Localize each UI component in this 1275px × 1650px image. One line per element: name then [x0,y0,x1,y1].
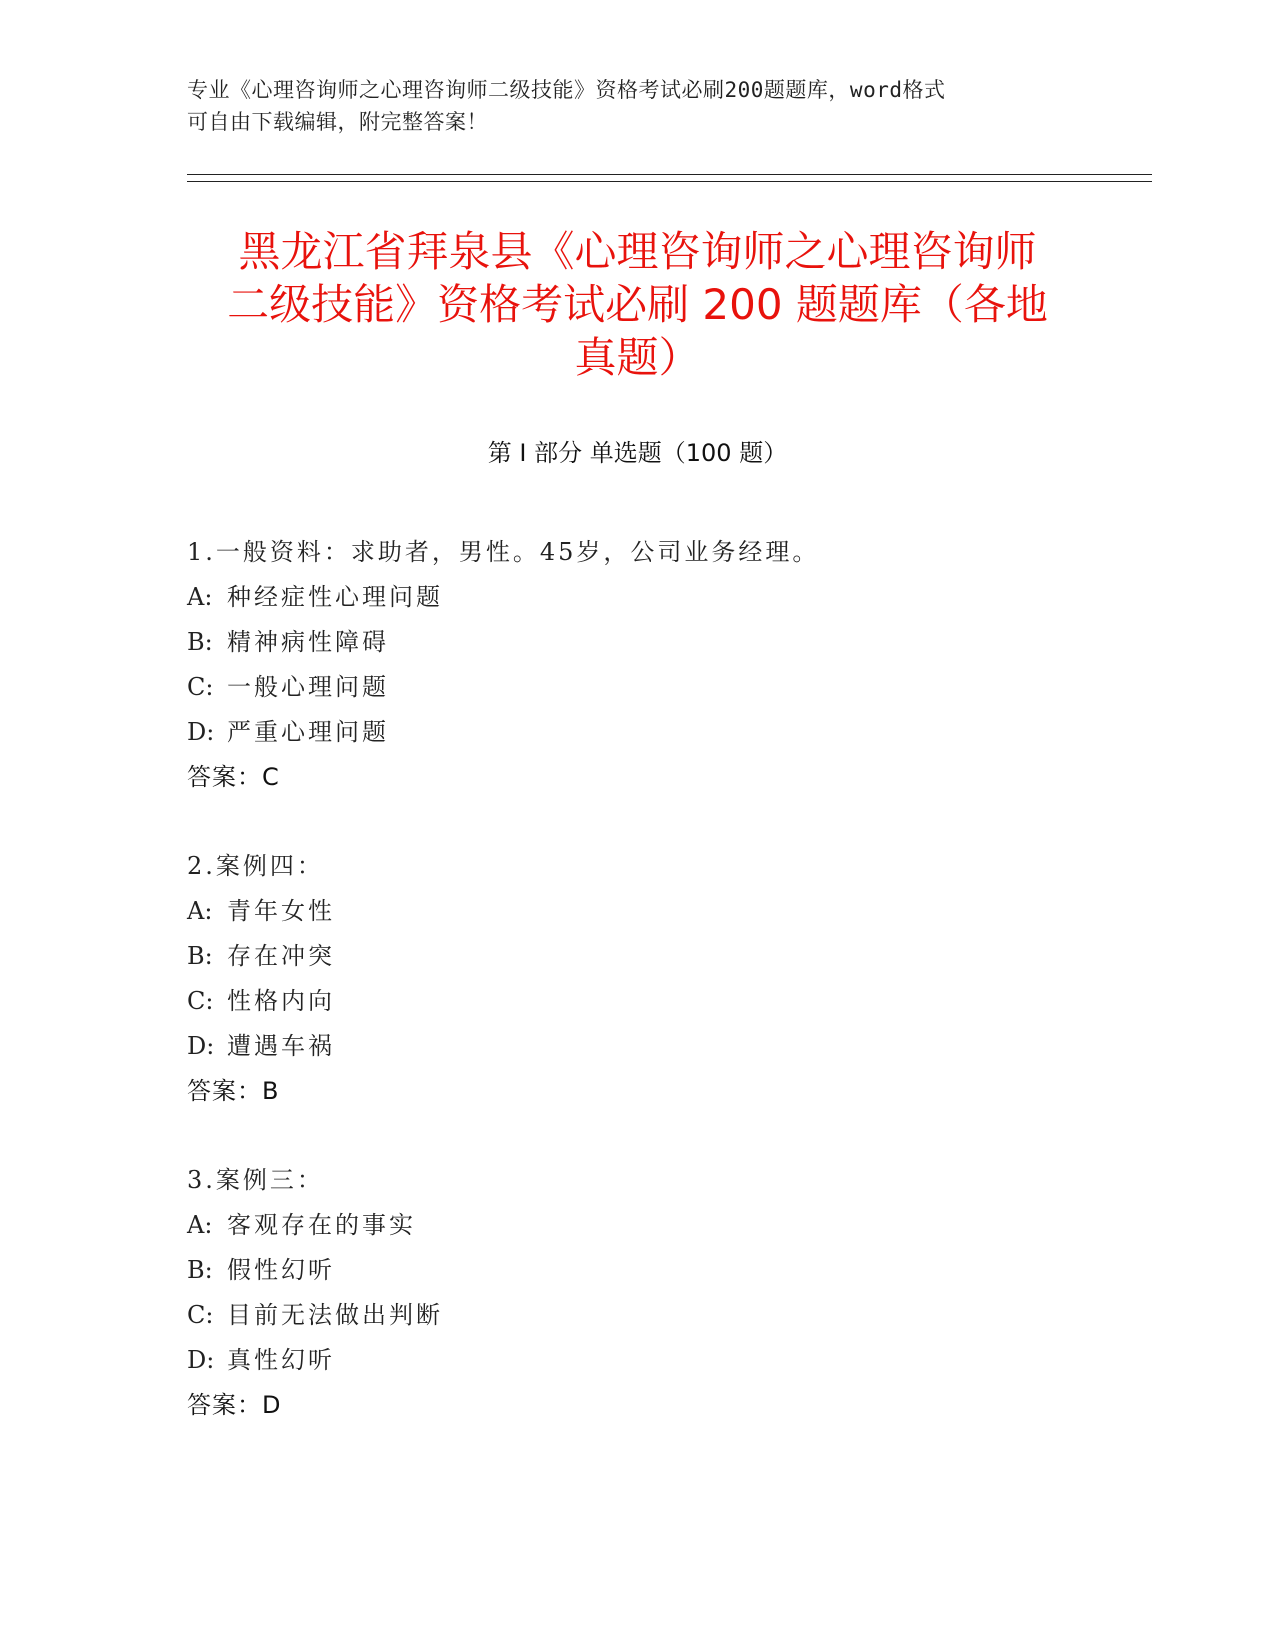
question-1 [187,530,1087,800]
header-divider-bottom [187,181,1152,182]
header-note-line-1: 专业《心理咨询师之心理咨询师二级技能》资格考试必刷200题题库，word格式 [187,78,946,102]
option-c [187,1293,1087,1338]
option-text: 精神病性障碍 [227,628,389,656]
option-text: 遭遇车祸 [227,1032,335,1060]
option-text: 目前无法做出判断 [227,1301,443,1329]
document-title-line-3: 真题） [574,333,701,382]
option-letter: D: [187,718,215,746]
question-3 [187,1158,1087,1428]
option-d [187,710,1087,755]
question-2 [187,844,1087,1114]
option-text: 假性幻听 [227,1256,335,1284]
answer-line: 答案：D [187,1391,282,1419]
header-note-line-2: 可自由下载编辑，附完整答案！ [187,110,488,134]
option-text: 性格内向 [227,987,335,1015]
question-stem: 3.案例三： [187,1166,324,1194]
option-a [187,1203,1087,1248]
option-letter: B: [187,942,213,970]
question-stem: 2.案例四： [187,852,324,880]
option-letter: B: [187,1256,213,1284]
section-title: 第 I 部分 单选题（100 题） [487,439,788,467]
option-letter: A: [187,1211,213,1239]
answer-line: 答案：B [187,1077,280,1105]
option-text: 一般心理问题 [227,673,389,701]
option-d [187,1024,1087,1069]
option-text: 客观存在的事实 [227,1211,416,1239]
option-letter: A: [187,897,213,925]
question-stem: 1.一般资料：求助者，男性。45岁，公司业务经理。 [187,538,820,566]
option-text: 存在冲突 [227,942,335,970]
answer-line: 答案：C [187,763,280,791]
option-letter: A: [187,583,213,611]
option-text: 种经症性心理问题 [227,583,443,611]
option-letter: C: [187,673,214,701]
option-a [187,889,1087,934]
option-b [187,620,1087,665]
option-c [187,979,1087,1024]
option-letter: C: [187,987,214,1015]
option-text: 青年女性 [227,897,335,925]
option-a [187,575,1087,620]
option-letter: C: [187,1301,214,1329]
option-letter: D: [187,1032,215,1060]
document-title-line-1: 黑龙江省拜泉县《心理咨询师之心理咨询师 [238,227,1037,276]
option-letter: D: [187,1346,215,1374]
option-b [187,934,1087,979]
question-list [187,530,1087,1472]
option-text: 真性幻听 [227,1346,335,1374]
option-b [187,1248,1087,1293]
option-d [187,1338,1087,1383]
document-title-line-2: 二级技能》资格考试必刷 200 题题库（各地 [227,280,1048,329]
header-note [187,74,1067,138]
header-divider-top [187,174,1152,175]
option-letter: B: [187,628,213,656]
option-c [187,665,1087,710]
option-text: 严重心理问题 [227,718,389,746]
document-title [150,225,1125,384]
